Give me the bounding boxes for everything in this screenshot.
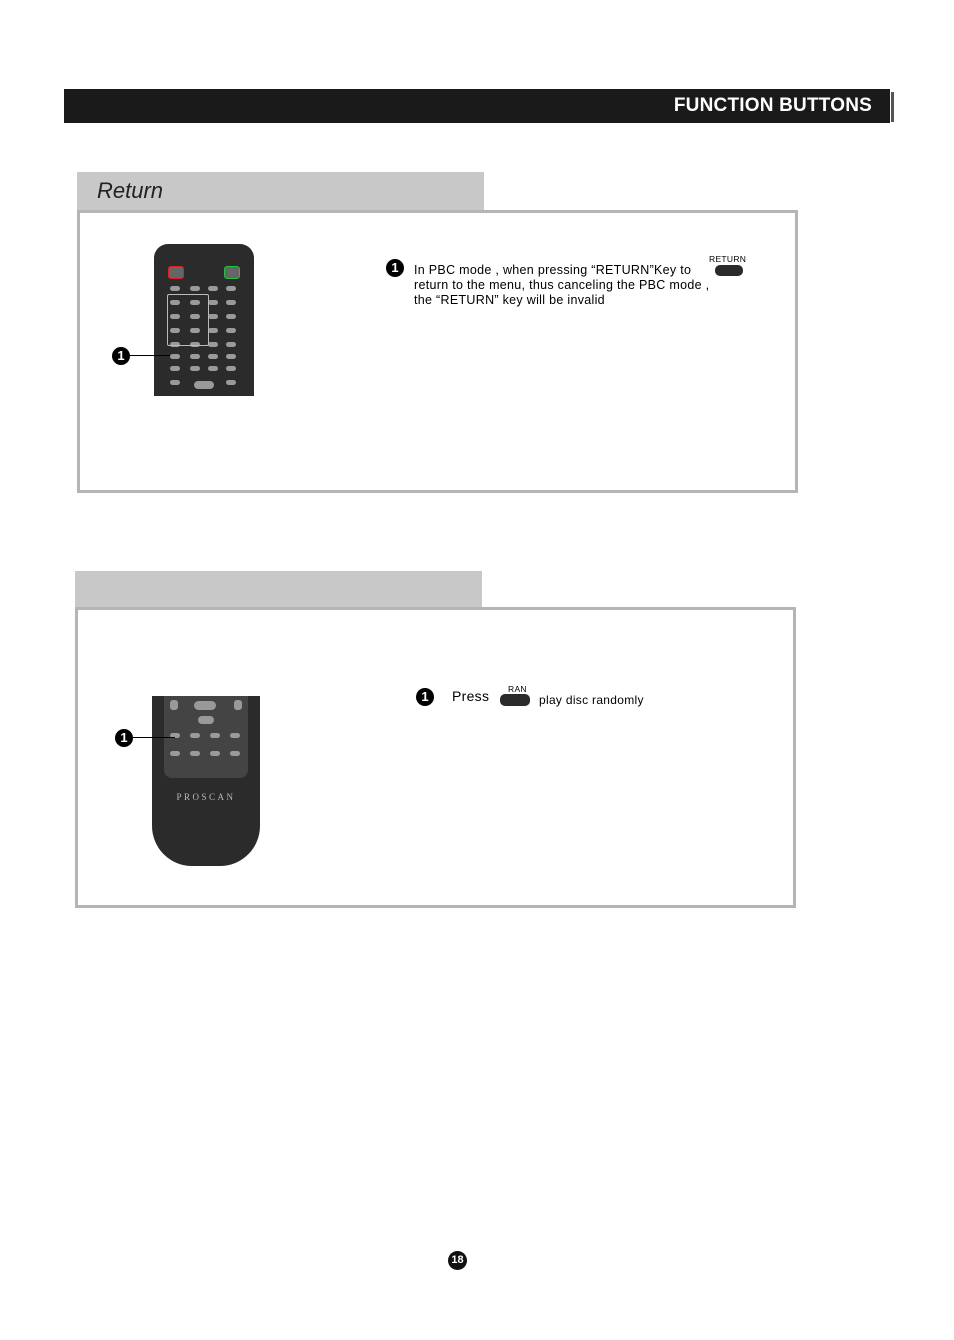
section-return-tab: [77, 172, 484, 210]
section-return-title: Return: [97, 178, 164, 203]
return-button-label: RETURN: [709, 254, 747, 264]
random-action-text: play disc randomly: [539, 693, 644, 707]
return-text-line-2: return to the menu, thus canceling the PBC mode ,: [414, 278, 710, 292]
ran-button-label: RAN: [508, 684, 527, 694]
eject-key: [224, 266, 240, 279]
remote-key-panel: [164, 696, 248, 778]
power-key: [168, 266, 184, 279]
return-text-line-1: In PBC mode , when pressing “RETURN”Key to: [414, 263, 692, 277]
callout-line-top: [130, 355, 170, 356]
callout-number-top: 1: [112, 347, 130, 365]
page-title: FUNCTION BUTTONS: [673, 95, 872, 116]
section-random-tab: [75, 571, 482, 609]
return-text-line-3: the “RETURN” key will be invalid: [414, 293, 605, 307]
step-number-top: 1: [386, 259, 404, 277]
callout-number-bottom: 1: [115, 729, 133, 747]
press-label: Press: [452, 688, 490, 704]
number-block: [167, 294, 209, 346]
enter-key: [194, 381, 214, 389]
header-bar: [64, 89, 890, 123]
remote-brand: PROSCAN: [176, 792, 236, 802]
remote-image-top: [154, 244, 254, 396]
header-accent: [891, 92, 894, 122]
enter-key: [194, 701, 216, 710]
return-button-icon: [715, 265, 743, 276]
step-number-bottom: 1: [416, 688, 434, 706]
remote-image-bottom: [152, 696, 260, 866]
ran-button-icon: [500, 694, 530, 706]
callout-line-bottom: [133, 737, 175, 738]
page-number: 18: [448, 1251, 467, 1270]
